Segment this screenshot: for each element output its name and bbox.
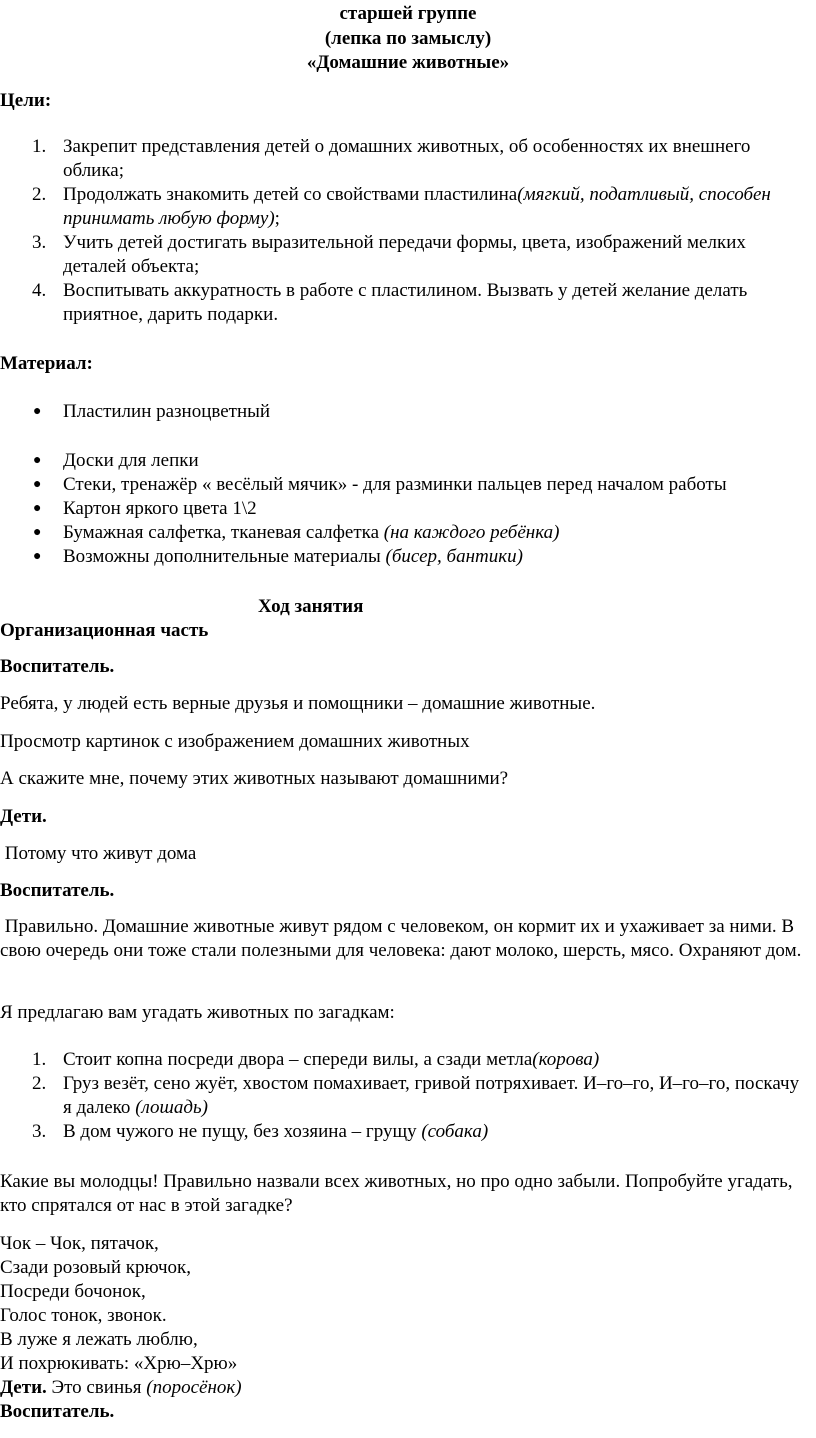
- list-number: 3.: [32, 1121, 47, 1142]
- material-list: [0, 400, 816, 424]
- list-item: [0, 521, 816, 545]
- poem-line: Сзади розовый крючок,: [0, 1257, 191, 1278]
- list-item-italic: (собака): [421, 1121, 489, 1142]
- list-item-text: Стоит копна посреди двора – спереди вилы, а сзади метла: [63, 1049, 533, 1070]
- list-item: [0, 400, 816, 424]
- speaker-teacher: Воспитатель.: [0, 1401, 115, 1422]
- org-part-heading: Организационная часть: [0, 620, 209, 641]
- poem-line: В луже я лежать люблю,: [0, 1329, 198, 1350]
- paragraph: Правильно. Домашние животные живут рядом с человеком, он кормит их и ухаживает за ними. В свою очередь они тоже стали полезными для человека: дают молоко, шерсть, мясо. Охраняют дом.: [0, 916, 802, 961]
- list-item: [0, 449, 816, 473]
- list-item-text: Воспитывать аккуратность в работе с пластилином. Вызвать у детей желание делать приятное, дарить подарки.: [63, 280, 748, 325]
- list-item: [0, 1048, 816, 1072]
- header-line-3: «Домашние животные»: [306, 52, 510, 73]
- lesson-heading: Ход занятия: [258, 596, 364, 617]
- paragraph: А скажите мне, почему этих животных называют домашними?: [0, 768, 509, 789]
- list-item: [0, 231, 816, 279]
- material-list-continued: [0, 449, 816, 569]
- list-item-italic: (лошадь): [135, 1097, 208, 1118]
- list-item-text: Пластилин разноцветный: [63, 401, 271, 422]
- list-number: 1.: [32, 1049, 47, 1070]
- list-item: [0, 279, 816, 327]
- list-item: [0, 497, 816, 521]
- list-item-text: Картон яркого цвета 1\2: [63, 498, 257, 519]
- bullet-icon: ●: [33, 453, 42, 468]
- paragraph: Потому что живут дома: [0, 843, 197, 864]
- answer-italic: (поросёнок): [146, 1377, 242, 1398]
- list-item: [0, 1120, 816, 1144]
- paragraph: Ребята, у людей есть верные друзья и помощники – домашние животные.: [0, 693, 596, 714]
- list-item-italic: (на каждого ребёнка): [383, 522, 560, 543]
- list-item-text: Груз везёт, сено жуёт, хвостом помахивает, гривой потряхивает. И–го–го, И–го–го, поскачу я далеко: [63, 1073, 800, 1118]
- list-number: 4.: [32, 280, 47, 301]
- poem-line: Чок – Чок, пятачок,: [0, 1233, 159, 1254]
- list-item-after: ;: [274, 208, 280, 229]
- list-number: 1.: [32, 136, 47, 157]
- list-item-text: Бумажная салфетка, тканевая салфетка: [63, 522, 384, 543]
- list-item-text: В дом чужого не пущу, без хозяина – грущу: [63, 1121, 422, 1142]
- material-heading: Материал:: [0, 353, 93, 374]
- list-number: 3.: [32, 232, 47, 253]
- children-answer: [0, 1376, 816, 1400]
- bullet-icon: ●: [33, 501, 42, 516]
- list-item-text: Возможны дополнительные материалы: [63, 546, 386, 567]
- speaker-children: Дети.: [0, 1377, 47, 1398]
- bullet-icon: ●: [33, 525, 42, 540]
- list-item-text: Стеки, тренажёр « весёлый мячик» - для разминки пальцев перед началом работы: [63, 474, 727, 495]
- list-item-italic: (корова): [532, 1049, 600, 1070]
- poem-line: Посреди бочонок,: [0, 1281, 146, 1302]
- list-item: [0, 1072, 816, 1120]
- paragraph: Какие вы молодцы! Правильно назвали всех животных, но про одно забыли. Попробуйте угадать, кто спрятался от нас в этой загадке?: [0, 1171, 793, 1216]
- header-line-2: (лепка по замыслу): [324, 28, 492, 49]
- bullet-icon: ●: [33, 549, 42, 564]
- paragraph: Просмотр картинок с изображением домашних животных: [0, 731, 470, 752]
- poem-line: И похрюкивать: «Хрю–Хрю»: [0, 1353, 238, 1374]
- speaker-teacher: Воспитатель.: [0, 880, 115, 901]
- list-item-text: Доски для лепки: [63, 450, 199, 471]
- bullet-icon: ●: [33, 404, 42, 419]
- list-number: 2.: [32, 184, 47, 205]
- list-number: 2.: [32, 1073, 47, 1094]
- list-item-italic: (бисер, бантики): [385, 546, 523, 567]
- list-item: [0, 473, 816, 497]
- poem-line: Голос тонок, звонок.: [0, 1305, 167, 1326]
- list-item: [0, 135, 816, 183]
- list-item-text: Продолжать знакомить детей со свойствами пластилина: [63, 184, 518, 205]
- list-item-italic: (мягкий, податливый, способен принимать любую форму): [63, 184, 771, 229]
- goals-heading: Цели:: [0, 90, 52, 111]
- list-item-text: Закрепит представления детей о домашних животных, об особенностях их внешнего облика;: [63, 136, 751, 181]
- list-item: [0, 183, 816, 231]
- goals-list: [0, 135, 816, 327]
- list-item: [0, 545, 816, 569]
- riddles-list: [0, 1048, 816, 1144]
- answer-text: Это свинья: [46, 1377, 147, 1398]
- paragraph: Я предлагаю вам угадать животных по загадкам:: [0, 1002, 395, 1023]
- list-item-text: Учить детей достигать выразительной передачи формы, цвета, изображений мелких деталей объекта;: [63, 232, 746, 277]
- bullet-icon: ●: [33, 477, 42, 492]
- speaker-children: Дети.: [0, 806, 47, 827]
- speaker-teacher: Воспитатель.: [0, 656, 115, 677]
- header-line-1: старшей группе: [339, 3, 477, 24]
